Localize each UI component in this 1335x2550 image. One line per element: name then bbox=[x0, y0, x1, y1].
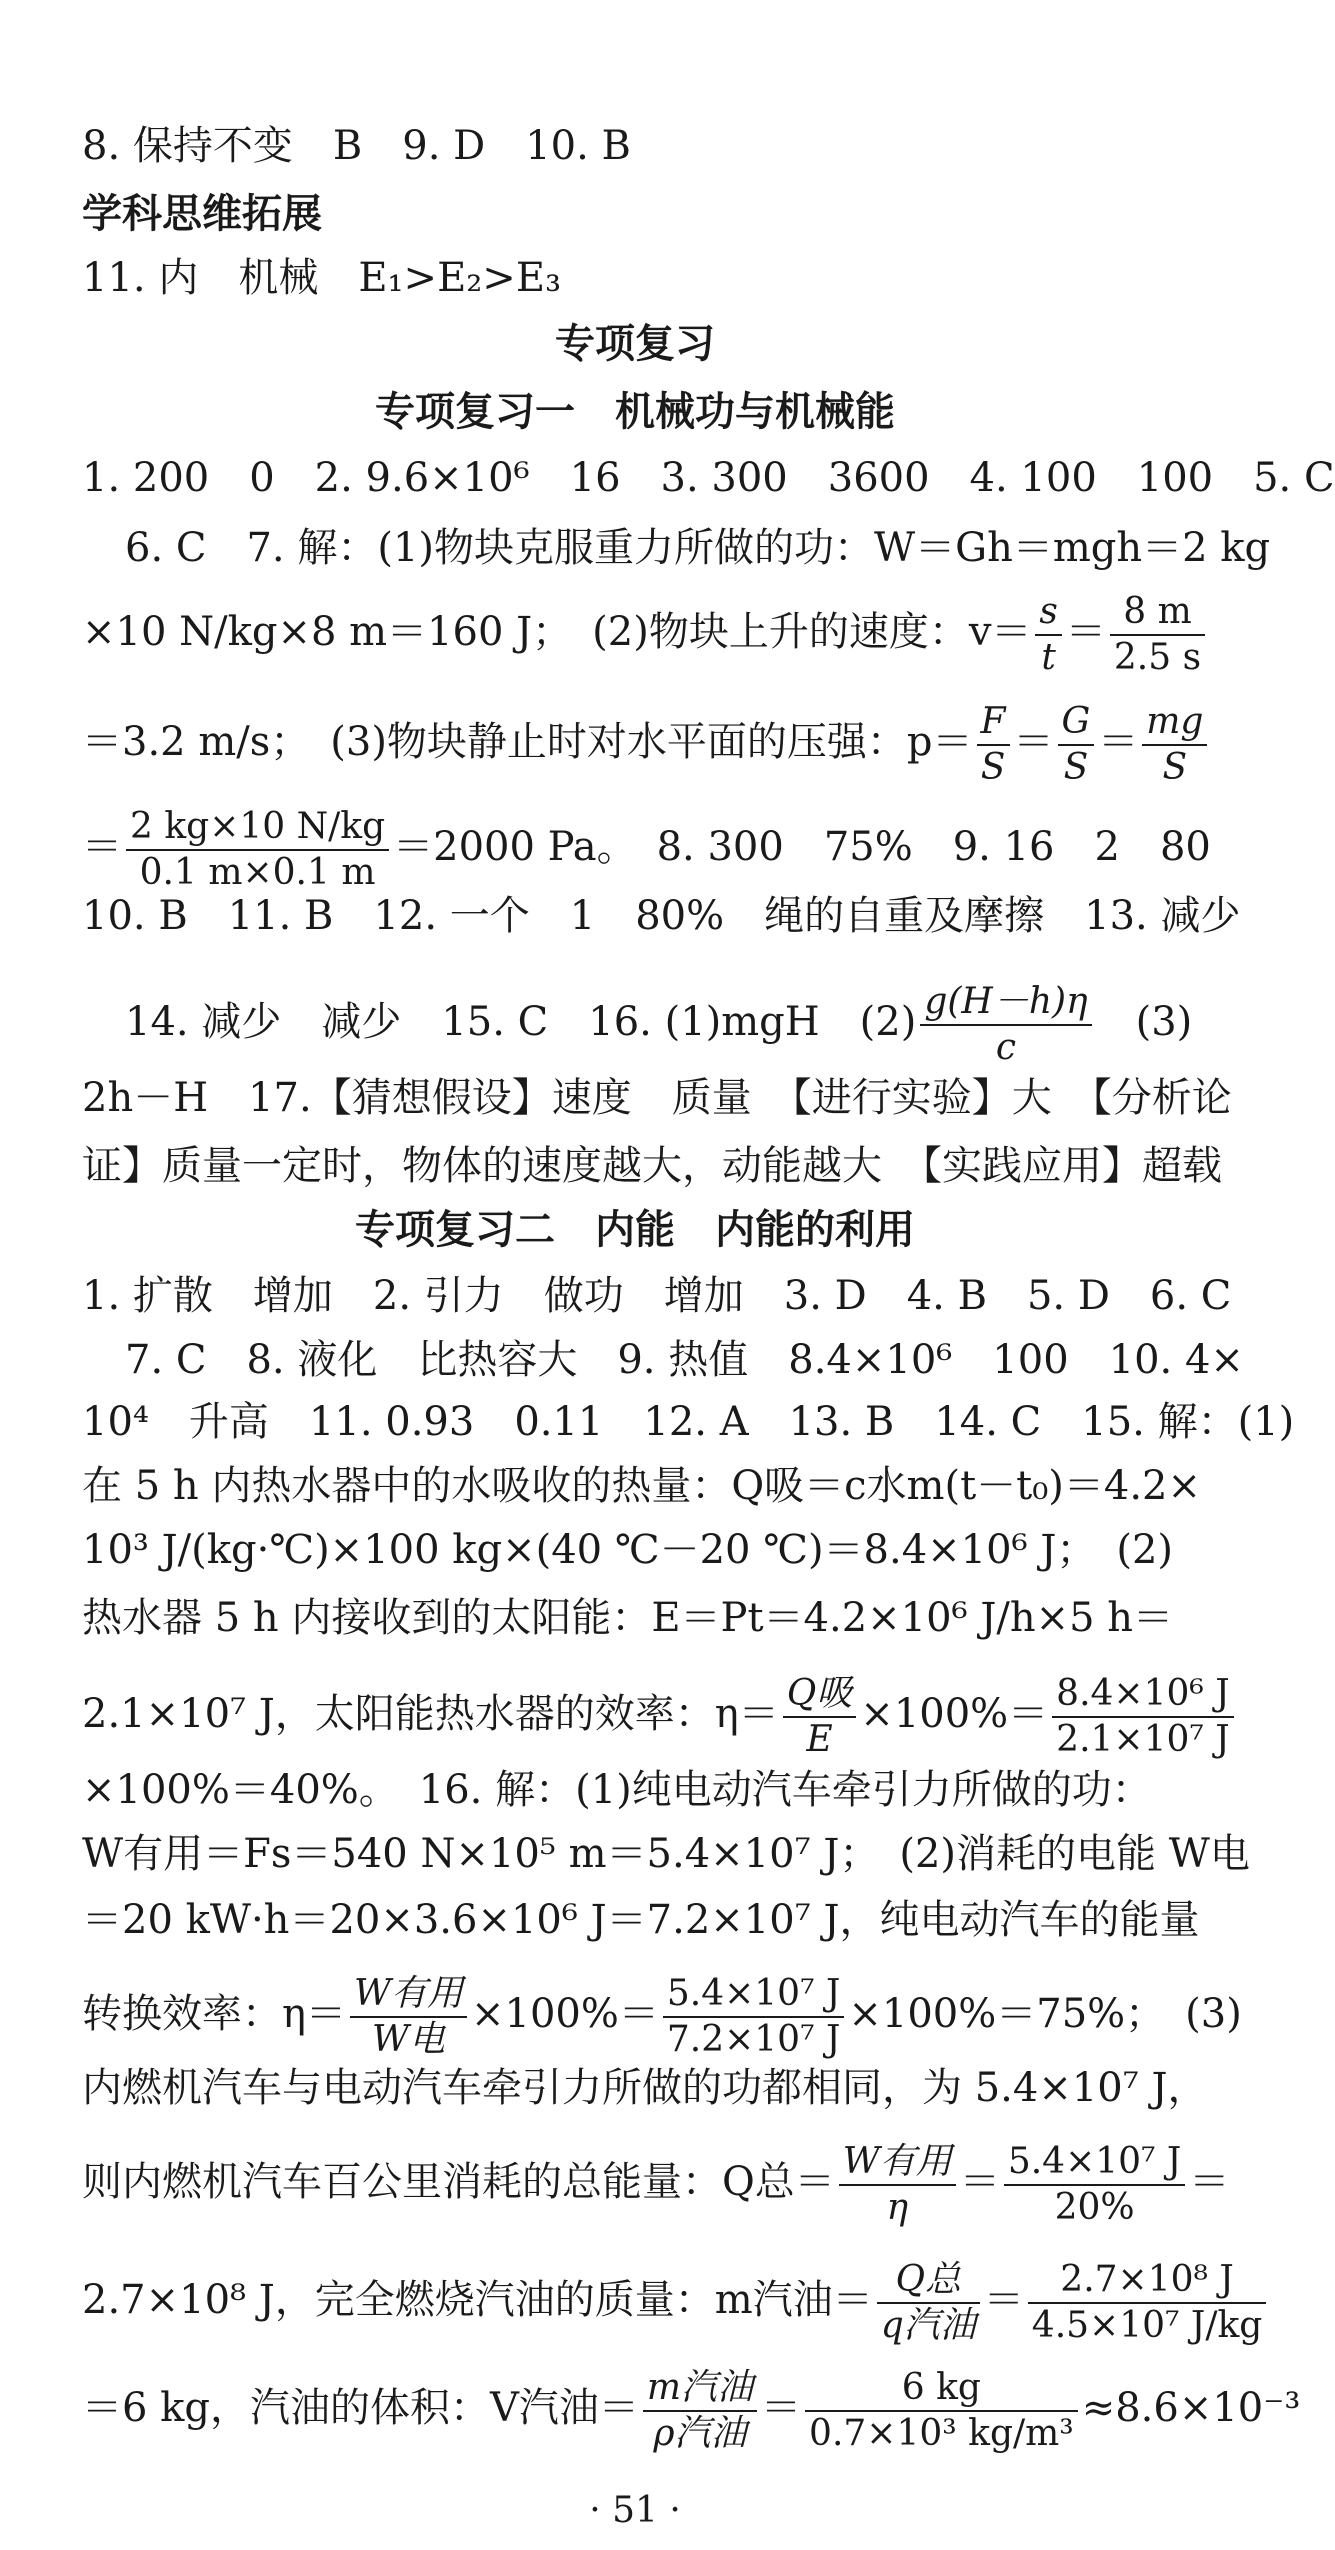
fraction-numerator: Q吸 bbox=[783, 1672, 857, 1718]
text-segment: ＝ bbox=[959, 2159, 1000, 2205]
section-subtitle: 专项复习一 机械功与机械能 bbox=[375, 389, 895, 435]
text-segment: ≈8.6×10⁻³ bbox=[1081, 2385, 1301, 2431]
fraction-denominator: 2.1×10⁷ J bbox=[1056, 1719, 1230, 1760]
answer-line: 内燃机汽车与电动汽车牵引力所做的功都相同，为 5.4×10⁷ J， bbox=[82, 2065, 1208, 2111]
answer-line: ×100%＝40%。 16. 解：(1)纯电动汽车牵引力所做的功： bbox=[82, 1767, 1152, 1813]
text-segment: ＝ bbox=[1189, 2159, 1230, 2205]
answer-line: W有用＝Fs＝540 N×10⁵ m＝5.4×10⁷ J； (2)消耗的电能 W电 bbox=[82, 1831, 1250, 1877]
fraction-denominator: W电 bbox=[371, 2019, 445, 2060]
fraction-numerator: 8.4×10⁶ J bbox=[1052, 1672, 1234, 1718]
answer-line: 11. 内 机械 E₁>E₂>E₃ bbox=[82, 255, 562, 301]
answer-line: 热水器 5 h 内接收到的太阳能：E＝Pt＝4.2×10⁶ J/h×5 h＝ bbox=[82, 1595, 1174, 1641]
fraction-denominator: η bbox=[886, 2187, 909, 2228]
text-segment: ×100%＝ bbox=[860, 1691, 1049, 1737]
fraction bbox=[1110, 590, 1205, 680]
fraction bbox=[805, 2366, 1078, 2456]
section-heading: 学科思维拓展 bbox=[82, 191, 322, 237]
answer-line: 2h－H 17.【猜想假设】速度 质量 【进行实验】大 【分析论 bbox=[82, 1075, 1232, 1121]
fraction-numerator: m汽油 bbox=[643, 2366, 757, 2412]
fraction-numerator: Q总 bbox=[877, 2258, 980, 2304]
answer-line: 6. C 7. 解：(1)物块克服重力所做的功：W＝Gh＝mgh＝2 kg bbox=[125, 525, 1271, 571]
text-segment: ＝ bbox=[761, 2385, 802, 2431]
fraction-numerator: 2.7×10⁸ J bbox=[1028, 2258, 1267, 2304]
answer-line: 证】质量一定时，物体的速度越大，动能越大 【实践应用】超载 bbox=[82, 1143, 1222, 1189]
fraction bbox=[126, 805, 389, 895]
fraction-numerator: s bbox=[1035, 590, 1061, 636]
text-segment: 2.1×10⁷ J，太阳能热水器的效率：η＝ bbox=[82, 1691, 779, 1737]
answer-line: 7. C 8. 液化 比热容大 9. 热值 8.4×10⁶ 100 10. 4× bbox=[125, 1337, 1244, 1383]
text-segment: 2.7×10⁸ J，完全燃烧汽油的质量：m汽油＝ bbox=[82, 2277, 873, 2323]
fraction bbox=[350, 1972, 467, 2062]
text-segment: 14. 减少 减少 15. C 16. (1)mgH (2) bbox=[125, 999, 917, 1045]
fraction-denominator: 0.7×10³ kg/m³ bbox=[809, 2413, 1074, 2454]
fraction-numerator: W有用 bbox=[839, 2140, 956, 2186]
fraction-numerator: g(H－h)η bbox=[920, 980, 1091, 1026]
fraction-denominator: 7.2×10⁷ J bbox=[666, 2019, 841, 2060]
fraction bbox=[643, 2366, 757, 2456]
text-segment: ＝ bbox=[983, 2277, 1024, 2323]
page-number: · 51 · bbox=[589, 2490, 681, 2531]
fraction-denominator: S bbox=[1063, 747, 1089, 788]
fraction-denominator: S bbox=[1162, 747, 1188, 788]
answer-line: 10⁴ 升高 11. 0.93 0.11 12. A 13. B 14. C 15. 解：(1) bbox=[82, 1399, 1295, 1445]
fraction-denominator: 2.5 s bbox=[1113, 637, 1202, 678]
fraction-denominator: q汽油 bbox=[880, 2305, 976, 2346]
answer-line bbox=[0, 2140, 1270, 2230]
fraction bbox=[839, 2140, 956, 2230]
text-segment: ×10 N/kg×8 m＝160 J； (2)物块上升的速度：v＝ bbox=[82, 609, 1032, 655]
answer-line bbox=[0, 1972, 1270, 2062]
fraction-numerator: 5.4×10⁷ J bbox=[663, 1972, 845, 2018]
fraction bbox=[877, 2258, 980, 2348]
fraction-denominator: t bbox=[1041, 637, 1056, 678]
answer-line: ＝ $\frac{2 kg\times 10 N/kg}{0.1 m\times 0.1 m}$ ＝2000 Pa。 8. 300 75% 9. 16 2 80 bbox=[82, 806, 1211, 893]
fraction-denominator: c bbox=[995, 1027, 1017, 1068]
section-title: 专项复习 bbox=[555, 321, 715, 367]
answer-line: ×10 N/kg×8 m＝160 J； (2)物块上升的速度：v＝ $\frac{s}{t}$ ＝ $\frac{8 m}{2.5 s}$ bbox=[0, 590, 1270, 680]
answer-line: 1. 扩散 增加 2. 引力 做功 增加 3. D 4. B 5. D 6. C bbox=[82, 1273, 1232, 1319]
fraction-numerator: 5.4×10⁷ J bbox=[1004, 2140, 1186, 2186]
answer-line bbox=[0, 980, 1270, 1070]
text-segment: ×100%＝ bbox=[470, 1991, 659, 2037]
fraction-denominator: 4.5×10⁷ J/kg bbox=[1031, 2305, 1263, 2346]
answer-line: 在 5 h 内热水器中的水吸收的热量：Q吸＝c水m(t－t₀)＝4.2× bbox=[82, 1463, 1202, 1509]
answer-line: 10³ J/(kg·℃)×100 kg×(40 ℃－20 ℃)＝8.4×10⁶ J； (2) bbox=[82, 1527, 1174, 1573]
text-segment: 转换效率：η＝ bbox=[82, 1991, 346, 2037]
fraction-numerator: G bbox=[1058, 700, 1095, 746]
fraction-numerator: mg bbox=[1142, 700, 1207, 746]
fraction bbox=[1035, 590, 1061, 680]
fraction-denominator: ρ汽油 bbox=[653, 2413, 747, 2454]
fraction bbox=[663, 1972, 845, 2062]
section-subtitle: 专项复习二 内能 内能的利用 bbox=[355, 1207, 915, 1253]
answer-line: ＝3.2 m/s； (3)物块静止时对水平面的压强：p＝ $\frac{F}{S}$ ＝ $\frac{G}{S}$ ＝ $\frac{mg}{S}$ bbox=[0, 700, 1270, 790]
fraction bbox=[920, 980, 1091, 1070]
answer-line: ＝20 kW·h＝20×3.6×10⁶ J＝7.2×10⁷ J，纯电动汽车的能量 bbox=[82, 1897, 1200, 1943]
fraction-numerator: F bbox=[977, 700, 1010, 746]
fraction-denominator: 0.1 m×0.1 m bbox=[139, 852, 376, 893]
fraction-numerator: 6 kg bbox=[805, 2366, 1078, 2412]
text-segment: ＝2000 Pa。 8. 300 75% 9. 16 2 80 bbox=[393, 824, 1211, 870]
fraction-denominator: 20% bbox=[1054, 2187, 1135, 2228]
fraction bbox=[1052, 1672, 1234, 1762]
fraction bbox=[1028, 2258, 1267, 2348]
answer-line: 10. B 11. B 12. 一个 1 80% 绳的自重及摩擦 13. 减少 bbox=[82, 893, 1241, 939]
fraction bbox=[1142, 700, 1207, 790]
fraction-denominator: S bbox=[980, 747, 1006, 788]
answer-line: 8. 保持不变 B 9. D 10. B bbox=[82, 123, 631, 169]
text-segment: ＝3.2 m/s； (3)物块静止时对水平面的压强：p＝ bbox=[82, 719, 973, 765]
text-segment: 则内燃机汽车百公里消耗的总能量：Q总＝ bbox=[82, 2159, 835, 2205]
fraction-numerator: W有用 bbox=[350, 1972, 467, 2018]
fraction-denominator: E bbox=[806, 1719, 833, 1760]
text-segment: ＝6 kg，汽油的体积：V汽油＝ bbox=[82, 2385, 639, 2431]
fraction-numerator: 8 m bbox=[1110, 590, 1205, 636]
text-segment: (3) bbox=[1095, 999, 1193, 1045]
fraction bbox=[783, 1672, 857, 1762]
fraction bbox=[1058, 700, 1095, 790]
text-segment: ×100%＝75%； (3) bbox=[848, 1991, 1242, 2037]
answer-line bbox=[0, 2366, 1301, 2456]
answer-line bbox=[0, 2258, 1270, 2348]
answer-line: 1. 200 0 2. 9.6×10⁶ 16 3. 300 3600 4. 100 100 5. C bbox=[82, 455, 1335, 501]
fraction bbox=[1004, 2140, 1186, 2230]
answer-line bbox=[0, 1672, 1270, 1762]
fraction bbox=[977, 700, 1010, 790]
fraction-numerator: 2 kg×10 N/kg bbox=[126, 805, 389, 851]
